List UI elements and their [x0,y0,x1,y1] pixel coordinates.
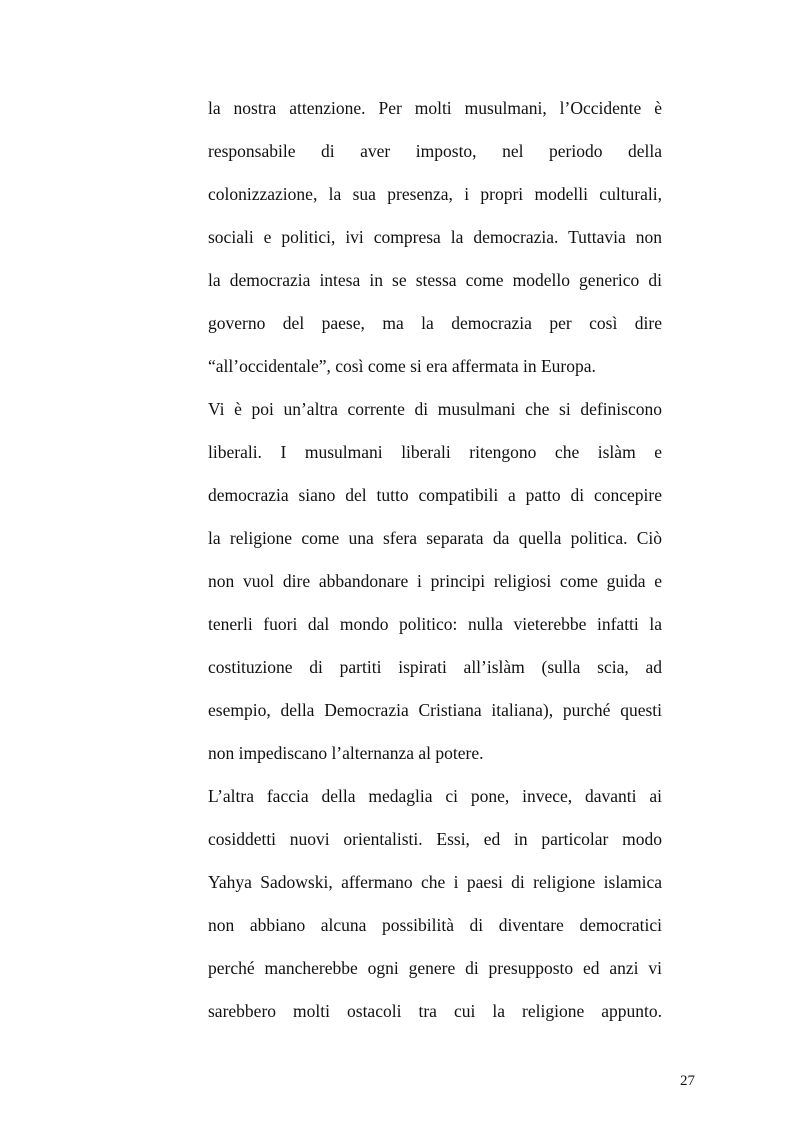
text-line: cosiddetti nuovi orientalisti. Essi, ed in particolar modo [208,829,662,849]
text-line: non abbiano alcuna possibilità di diventare democratici [208,915,662,935]
text-line: la religione come una sfera separata da quella politica. Ciò [208,528,662,548]
text-line: perché mancherebbe ogni genere di presupposto ed anzi vi [208,958,662,978]
text-line: non vuol dire abbandonare i principi religiosi come guida e [208,571,662,591]
text-line: L’altra faccia della medaglia ci pone, invece, davanti ai [208,786,662,806]
text-line: sociali e politici, ivi compresa la democrazia. Tuttavia non [208,227,662,247]
text-line: sarebbero molti ostacoli tra cui la religione appunto. [208,1001,662,1021]
text-line: “all’occidentale”, così come si era affermata in Europa. [208,356,596,376]
paragraph-3 [208,778,662,1036]
text-line: liberali. I musulmani liberali ritengono che islàm e [208,442,662,462]
text-line: non impediscano l’alternanza al potere. [208,743,484,763]
text-line: Yahya Sadowski, affermano che i paesi di religione islamica [208,872,662,892]
paragraph-1 [208,90,662,391]
text-line: Vi è poi un’altra corrente di musulmani che si definiscono [208,399,662,419]
text-line: esempio, della Democrazia Cristiana italiana), purché questi [208,700,662,720]
text-line: colonizzazione, la sua presenza, i propri modelli culturali, [208,184,662,204]
paragraph-2 [208,391,662,778]
text-line: la nostra attenzione. Per molti musulmani, l’Occidente è [208,98,662,118]
text-line: democrazia siano del tutto compatibili a patto di concepire [208,485,662,505]
text-line: tenerli fuori dal mondo politico: nulla vieterebbe infatti la [208,614,662,634]
text-line: responsabile di aver imposto, nel periodo della [208,141,662,161]
text-line: governo del paese, ma la democrazia per così dire [208,313,662,333]
text-line: costituzione di partiti ispirati all’islàm (sulla scia, ad [208,657,662,677]
page-number: 27 [680,1073,695,1089]
text-line: la democrazia intesa in se stessa come modello generico di [208,270,662,290]
body-text [208,90,662,1036]
